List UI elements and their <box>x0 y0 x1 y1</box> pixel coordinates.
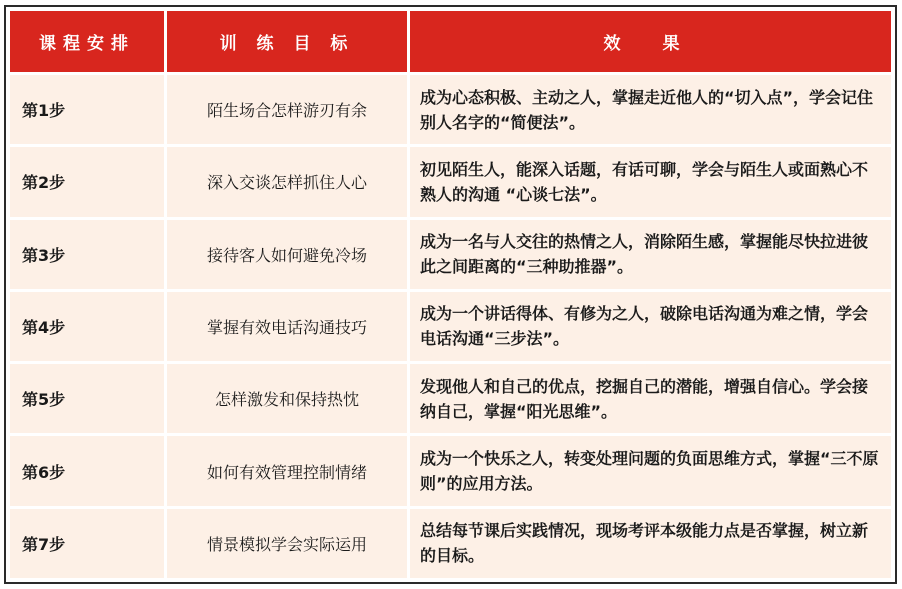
step-cell: 第1步 <box>10 75 164 144</box>
goal-cell: 接待客人如何避免冷场 <box>167 220 407 289</box>
step-cell: 第5步 <box>10 364 164 433</box>
effect-cell: 发现他人和自己的优点，挖掘自己的潜能，增强自信心。学会接纳自己，掌握“阳光思维”。 <box>410 364 891 433</box>
header-effect: 效 果 <box>410 11 891 72</box>
table-row <box>10 220 891 289</box>
goal-cell: 怎样激发和保持热忱 <box>167 364 407 433</box>
header-schedule: 课程安排 <box>10 11 164 72</box>
goal-cell: 深入交谈怎样抓住人心 <box>167 147 407 216</box>
table-row <box>10 292 891 361</box>
goal-cell: 陌生场合怎样游刃有余 <box>167 75 407 144</box>
goal-cell: 如何有效管理控制情绪 <box>167 436 407 505</box>
header-row <box>10 11 891 72</box>
effect-cell: 成为心态积极、主动之人，掌握走近他人的“切入点”，学会记住别人名字的“简便法”。 <box>410 75 891 144</box>
course-table <box>7 8 894 581</box>
table-row <box>10 75 891 144</box>
header-goal: 训 练 目 标 <box>167 11 407 72</box>
table-row <box>10 436 891 505</box>
table-row <box>10 364 891 433</box>
step-cell: 第6步 <box>10 436 164 505</box>
effect-cell: 初见陌生人，能深入话题，有话可聊，学会与陌生人或面熟心不熟人的沟通 “心谈七法”。 <box>410 147 891 216</box>
effect-cell: 成为一名与人交往的热情之人，消除陌生感，掌握能尽快拉进彼此之间距离的“三种助推器”。 <box>410 220 891 289</box>
step-cell: 第4步 <box>10 292 164 361</box>
step-cell: 第2步 <box>10 147 164 216</box>
course-table-frame <box>4 5 897 584</box>
effect-cell: 成为一个快乐之人，转变处理问题的负面思维方式，掌握“三不原则”的应用方法。 <box>410 436 891 505</box>
step-cell: 第7步 <box>10 509 164 578</box>
effect-cell: 成为一个讲话得体、有修为之人，破除电话沟通为难之情，学会电话沟通“三步法”。 <box>410 292 891 361</box>
step-cell: 第3步 <box>10 220 164 289</box>
goal-cell: 掌握有效电话沟通技巧 <box>167 292 407 361</box>
table-row <box>10 147 891 216</box>
effect-cell: 总结每节课后实践情况，现场考评本级能力点是否掌握，树立新的目标。 <box>410 509 891 578</box>
table-row <box>10 509 891 578</box>
goal-cell: 情景模拟学会实际运用 <box>167 509 407 578</box>
